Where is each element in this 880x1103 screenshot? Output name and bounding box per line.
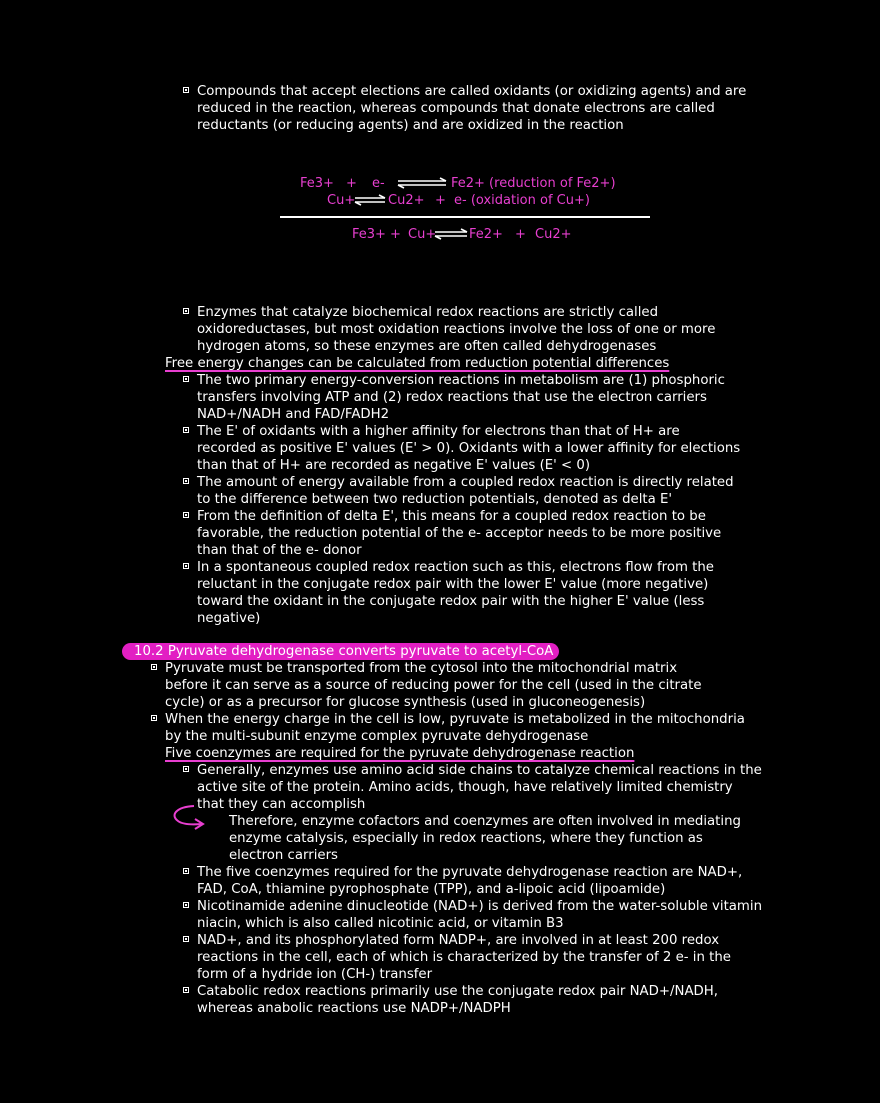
bullet-icon [183,427,189,433]
text-line: NAD+, and its phosphorylated form NADP+, are involved in at least 200 redox [197,933,720,948]
text-line: electron carriers [229,848,338,863]
intro-bullet [197,83,746,134]
section-bullet-1 [165,660,702,711]
text-line: The two primary energy-conversion reactions in metabolism are (1) phosphoric [197,373,725,388]
text-line: reactions in the cell, each of which is characterized by the transfer of 2 e- in the [197,950,731,965]
section-title: 10.2 Pyruvate dehydrogenase converts pyruvate to acetyl-CoA [122,643,559,660]
coenzyme-bullet-5 [197,983,718,1017]
eq2-product: Cu2+ [388,193,425,208]
text-line: The amount of energy available from a coupled redox reaction is directly related [197,475,734,490]
heading-coenzymes: Five coenzymes are required for the pyruvate dehydrogenase reaction [165,746,635,761]
free-energy-bullet-4 [197,508,721,559]
text-line: When the energy charge in the cell is low, pyruvate is metabolized in the mitochondria [165,712,745,727]
text-line: reduced in the reaction, whereas compounds that donate electrons are called [197,101,715,116]
free-energy-bullet-2 [197,423,740,474]
net-a: Fe3+ [352,227,386,242]
bullet-icon [183,478,189,484]
text-line: Nicotinamide adenine dinucleotide (NAD+) is derived from the water-soluble vitamin [197,899,763,914]
text-line: by the multi-subunit enzyme complex pyruvate dehydrogenase [165,729,589,744]
net-c: Fe2+ [469,227,503,242]
text-line: to the difference between two reduction potentials, denoted as delta E' [197,492,673,507]
equilibrium-arrow-icon [433,228,469,240]
heading-free-energy: Free energy changes can be calculated from reduction potential differences [165,356,670,371]
text-line: FAD, CoA, thiamine pyrophosphate (TPP), and a-lipoic acid (lipoamide) [197,882,666,897]
text-line: than that of the e- donor [197,543,362,558]
text-line: reductants (or reducing agents) and are oxidized in the reaction [197,118,624,133]
text-line: Enzymes that catalyze biochemical redox reactions are strictly called [197,305,659,320]
free-energy-bullet-1 [197,372,725,423]
eq2-plus: + [435,193,446,208]
text-line: oxidoreductases, but most oxidation reactions involve the loss of one or more [197,322,716,337]
text-line: The E' of oxidants with a higher affinity for electrons than that of H+ are [197,424,680,439]
bullet-icon [183,902,189,908]
arrow-note [229,813,741,864]
bullet-icon [183,868,189,874]
eq1-plus: + [346,176,357,191]
bullet-icon [183,512,189,518]
bullet-icon [183,376,189,382]
text-line: whereas anabolic reactions use NADP+/NADPH [197,1001,511,1016]
eq2-electron: e- (oxidation of Cu+) [454,193,590,208]
text-line: form of a hydride ion (CH-) transfer [197,967,433,982]
bullet-icon [183,563,189,569]
equilibrium-arrow-icon [396,177,448,189]
net-b: Cu+ [408,227,437,242]
net-plus-2: + [515,227,526,242]
bullet-icon [183,987,189,993]
text-line: Therefore, enzyme cofactors and coenzymes are often involved in mediating [229,814,741,829]
coenzyme-bullet-1 [197,762,762,813]
section-bullet-2 [165,711,745,745]
curved-arrow-icon [168,803,208,831]
text-line: NAD+/NADH and FAD/FADH2 [197,407,390,422]
text-line: favorable, the reduction potential of the e- acceptor needs to be more positive [197,526,722,541]
text-line: Catabolic redox reactions primarily use the conjugate redox pair NAD+/NADH, [197,984,719,999]
text-line: negative) [197,611,261,626]
equilibrium-arrow-icon [353,194,387,206]
text-line: transfers involving ATP and (2) redox reactions that use the electron carriers [197,390,707,405]
sum-divider [280,216,650,218]
enzymes-bullet [197,304,715,355]
text-line: toward the oxidant in the conjugate redox pair with the higher E' value (less [197,594,705,609]
text-line: before it can serve as a source of reducing power for the cell (used in the citrate [165,678,702,693]
text-line: The five coenzymes required for the pyruvate dehydrogenase reaction are NAD+, [197,865,743,880]
text-line: hydrogen atoms, so these enzymes are often called dehydrogenases [197,339,657,354]
bullet-icon [183,766,189,772]
eq2-reactant: Cu+ [327,193,356,208]
net-d: Cu2+ [535,227,572,242]
coenzyme-bullet-3 [197,898,762,932]
bullet-icon [183,308,189,314]
text-line: Pyruvate must be transported from the cytosol into the mitochondrial matrix [165,661,678,676]
bullet-icon [183,936,189,942]
coenzyme-bullet-2 [197,864,742,898]
text-line: niacin, which is also called nicotinic acid, or vitamin B3 [197,916,564,931]
text-line: reluctant in the conjugate redox pair with the lower E' value (more negative) [197,577,709,592]
text-line: Compounds that accept elections are called oxidants (or oxidizing agents) and are [197,84,747,99]
eq1-electron: e- [372,176,385,191]
text-line: cycle) or as a precursor for glucose synthesis (used in gluconeogenesis) [165,695,646,710]
bullet-icon [151,715,157,721]
text-line: Generally, enzymes use amino acid side chains to catalyze chemical reactions in the [197,763,762,778]
text-line: From the definition of delta E', this means for a coupled redox reaction to be [197,509,706,524]
text-line: recorded as positive E' values (E' > 0). Oxidants with a lower affinity for elections [197,441,741,456]
text-line: than that of H+ are recorded as negative E' values (E' < 0) [197,458,591,473]
coenzyme-bullet-4 [197,932,731,983]
net-plus-1: + [390,227,401,242]
text-line: In a spontaneous coupled redox reaction such as this, electrons flow from the [197,560,714,575]
free-energy-bullet-5 [197,559,714,627]
text-line: that they can accomplish [197,797,366,812]
text-line: active site of the protein. Amino acids, though, have relatively limited chemistry [197,780,733,795]
text-line: enzyme catalysis, especially in redox reactions, where they function as [229,831,703,846]
eq1-reactant: Fe3+ [300,176,334,191]
bullet-icon [151,664,157,670]
free-energy-bullet-3 [197,474,734,508]
eq1-product: Fe2+ (reduction of Fe2+) [451,176,616,191]
bullet-icon [183,87,189,93]
